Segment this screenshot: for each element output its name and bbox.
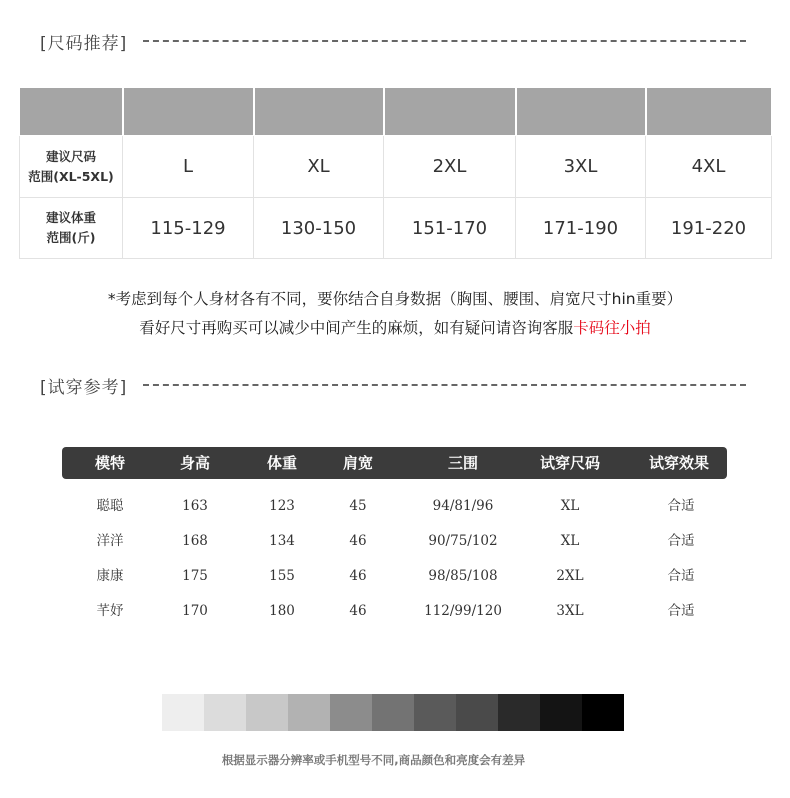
header-cell [20, 88, 123, 136]
section-divider [143, 40, 746, 42]
model-shoulder: 46 [349, 568, 367, 584]
model-name: 聪聪 [96, 498, 124, 514]
header-shoulder: 肩宽 [342, 454, 373, 472]
model-weight: 123 [269, 498, 295, 514]
row-label-line: 范围(斤) [46, 230, 96, 245]
header-cell [384, 88, 516, 136]
size-cell: 2XL [384, 136, 516, 198]
size-cell: XL [254, 136, 384, 198]
note-highlight: 卡码往小拍 [573, 319, 651, 337]
size-cell: 3XL [516, 136, 646, 198]
note-line-1: *考虑到每个人身材各有不同，要你结合自身数据（胸围、腰围、肩宽尺寸hin重要） [107, 290, 683, 308]
gray-swatch [372, 694, 414, 731]
size-cell: 4XL [646, 136, 772, 198]
model-weight: 155 [269, 568, 295, 584]
row-label [20, 198, 123, 259]
size-table-header [20, 88, 772, 136]
model-measurements: 98/85/108 [428, 568, 498, 584]
model-height: 170 [182, 603, 208, 619]
gray-swatch [204, 694, 246, 731]
row-label-line: 建议体重 [45, 210, 96, 225]
model-measurements: 112/99/120 [424, 603, 502, 619]
section-divider [143, 384, 746, 386]
header-fit: 试穿效果 [648, 454, 709, 472]
header-cell [516, 88, 646, 136]
model-measurements: 94/81/96 [432, 498, 494, 514]
header-tried-size: 试穿尺码 [539, 454, 600, 472]
model-weight: 180 [269, 603, 295, 619]
model-fit: 合适 [667, 603, 695, 619]
weight-cell: 130-150 [254, 198, 384, 259]
size-section-title: [尺码推荐] [40, 33, 128, 54]
model-tried-size: XL [560, 498, 580, 514]
table-row [20, 136, 772, 198]
model-name: 洋洋 [96, 533, 124, 549]
size-cell: L [123, 136, 254, 198]
table-row [0, 601, 790, 621]
model-shoulder: 46 [349, 603, 367, 619]
tryon-section-title: [试穿参考] [40, 377, 128, 398]
gray-swatch [540, 694, 582, 731]
gray-swatch [288, 694, 330, 731]
model-fit: 合适 [667, 498, 695, 514]
row-label-line: 范围(XL-5XL) [28, 168, 114, 184]
header-model: 模特 [94, 454, 125, 472]
tryon-section-header [40, 373, 746, 397]
gray-swatch [162, 694, 204, 731]
model-weight: 134 [269, 533, 295, 549]
model-tried-size: XL [560, 533, 580, 549]
model-fit: 合适 [667, 568, 695, 584]
model-measurements: 90/75/102 [428, 533, 498, 549]
gray-swatch [582, 694, 624, 731]
table-row [0, 566, 790, 586]
header-cell [254, 88, 384, 136]
table-row [0, 531, 790, 551]
weight-cell: 115-129 [123, 198, 254, 259]
model-tried-size: 3XL [556, 603, 584, 619]
header-weight: 体重 [266, 454, 297, 472]
model-name: 康康 [96, 568, 124, 584]
model-name: 芊妤 [96, 603, 124, 619]
weight-cell: 151-170 [384, 198, 516, 259]
gray-swatch [414, 694, 456, 731]
header-measurements: 三围 [447, 454, 478, 472]
gray-swatch [456, 694, 498, 731]
model-shoulder: 46 [349, 533, 367, 549]
size-table [19, 87, 772, 259]
model-tried-size: 2XL [556, 568, 584, 584]
gray-swatch [330, 694, 372, 731]
table-row [0, 496, 790, 516]
gray-swatch [246, 694, 288, 731]
header-cell [123, 88, 254, 136]
model-fit: 合适 [667, 533, 695, 549]
gray-swatch [498, 694, 540, 731]
color-swatch-strip [162, 694, 624, 731]
table-row [20, 198, 772, 259]
weight-cell: 171-190 [516, 198, 646, 259]
model-height: 168 [182, 533, 208, 549]
size-section-header [40, 29, 746, 53]
weight-cell: 191-220 [646, 198, 772, 259]
footer-disclaimer: 根据显示器分辨率或手机型号不同,商品颜色和亮度会有差异 [221, 753, 526, 767]
header-height: 身高 [179, 454, 210, 472]
model-height: 163 [182, 498, 208, 514]
model-height: 175 [182, 568, 208, 584]
row-label-line: 建议尺码 [45, 148, 96, 164]
header-cell [646, 88, 772, 136]
model-shoulder: 45 [349, 498, 367, 514]
row-label [20, 136, 123, 198]
note-line-2 [0, 316, 790, 338]
tryon-table-header [62, 447, 727, 479]
note-text: 看好尺寸再购买可以减少中间产生的麻烦，如有疑问请咨询客服 [139, 319, 574, 337]
